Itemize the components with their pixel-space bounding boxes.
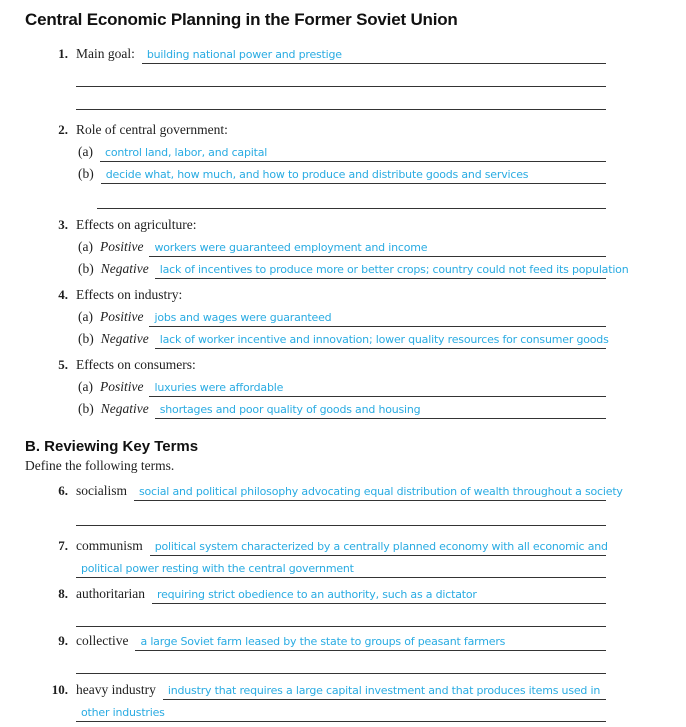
question-1-answer-text: building national power and prestige bbox=[146, 48, 342, 62]
question-3b-row bbox=[78, 257, 629, 279]
question-2-number: 2. bbox=[58, 122, 68, 137]
question-5b-word: Negative bbox=[100, 401, 149, 416]
question-4a-row bbox=[78, 305, 606, 327]
question-3b-word: Negative bbox=[100, 261, 149, 276]
question-9-row bbox=[25, 629, 606, 651]
question-4-label: Effects on industry: bbox=[76, 287, 183, 302]
question-10-answer-text-1: industry that requires a large capital investment and that produces items used in bbox=[167, 684, 601, 698]
question-4b-word: Negative bbox=[100, 331, 149, 346]
question-8-answer-line bbox=[152, 584, 606, 604]
question-9-number: 9. bbox=[58, 633, 68, 648]
question-5b-answer-line bbox=[155, 399, 606, 419]
question-3b-answer-line bbox=[155, 259, 629, 279]
question-2a-row bbox=[78, 140, 606, 162]
question-3a-row bbox=[78, 235, 606, 257]
page-title: Central Economic Planning in the Former Soviet Union bbox=[25, 10, 458, 29]
question-4a-answer-text: jobs and wages were guaranteed bbox=[154, 311, 332, 325]
question-4a-answer-line bbox=[149, 307, 606, 327]
question-2-label: Role of central government: bbox=[76, 122, 228, 137]
question-5a-answer-text: luxuries were affordable bbox=[154, 381, 284, 395]
question-7-row bbox=[25, 534, 606, 556]
question-2-row bbox=[25, 122, 606, 140]
section-b-intro: Define the following terms. bbox=[25, 458, 175, 473]
question-3-row bbox=[25, 217, 606, 235]
question-4b-row bbox=[78, 327, 609, 349]
question-3b-answer-text: lack of incentives to produce more or better crops; country could not feed its population bbox=[159, 263, 629, 277]
blank-answer-line bbox=[76, 604, 606, 627]
question-1-row bbox=[25, 42, 606, 64]
question-5b-row bbox=[78, 397, 606, 419]
question-5b-tag: (b) bbox=[78, 401, 94, 416]
question-3a-word: Positive bbox=[99, 239, 144, 254]
question-6-answer-text: social and political philosophy advocating equal distribution of wealth throughout a society bbox=[139, 485, 623, 499]
question-2b-row bbox=[78, 162, 606, 184]
blank-answer-line bbox=[76, 64, 606, 87]
question-5a-answer-line bbox=[149, 377, 606, 397]
question-3-number: 3. bbox=[58, 217, 68, 232]
question-4-row bbox=[25, 287, 606, 305]
question-8-row bbox=[25, 582, 606, 604]
question-7-answer-text-2: political power resting with the central government bbox=[81, 562, 354, 576]
question-3a-answer-text: workers were guaranteed employment and income bbox=[154, 241, 428, 255]
section-b-heading: B. Reviewing Key Terms bbox=[25, 438, 199, 455]
question-3a-tag: (a) bbox=[78, 239, 93, 254]
question-5a-word: Positive bbox=[99, 379, 144, 394]
question-9-answer-line bbox=[135, 631, 606, 651]
question-10-continuation-row bbox=[76, 700, 606, 722]
question-3a-answer-line bbox=[149, 237, 606, 257]
question-2a-answer-line bbox=[100, 142, 606, 162]
question-1-answer-line bbox=[142, 44, 606, 64]
question-5b-answer-text: shortages and poor quality of goods and housing bbox=[159, 403, 421, 417]
question-10-number: 10. bbox=[51, 682, 68, 697]
question-7-answer-line-1 bbox=[150, 536, 606, 556]
question-10-row bbox=[25, 678, 606, 700]
question-3b-tag: (b) bbox=[78, 261, 94, 276]
question-10-answer-text-2: other industries bbox=[81, 706, 165, 720]
question-2a-answer-text: control land, labor, and capital bbox=[104, 146, 268, 160]
question-4a-word: Positive bbox=[99, 309, 144, 324]
question-2b-answer-line bbox=[101, 164, 606, 184]
question-4b-answer-text: lack of worker incentive and innovation; lower quality resources for consumer goods bbox=[159, 333, 609, 347]
question-4a-tag: (a) bbox=[78, 309, 93, 324]
question-4-number: 4. bbox=[58, 287, 68, 302]
question-1-number: 1. bbox=[58, 46, 68, 61]
question-10-label: heavy industry bbox=[76, 682, 156, 697]
question-7-answer-line-2 bbox=[76, 558, 606, 578]
question-7-continuation-row bbox=[76, 556, 606, 578]
blank-answer-line bbox=[97, 184, 606, 209]
question-9-label: collective bbox=[76, 633, 129, 648]
question-10-answer-line-2 bbox=[76, 702, 606, 722]
question-5a-row bbox=[78, 375, 606, 397]
question-8-number: 8. bbox=[58, 586, 68, 601]
question-4b-answer-line bbox=[155, 329, 609, 349]
question-4b-tag: (b) bbox=[78, 331, 94, 346]
question-5-number: 5. bbox=[58, 357, 68, 372]
question-5-label: Effects on consumers: bbox=[76, 357, 196, 372]
question-5-row bbox=[25, 357, 606, 375]
question-3-label: Effects on agriculture: bbox=[76, 217, 197, 232]
question-8-answer-text: requiring strict obedience to an authority, such as a dictator bbox=[156, 588, 477, 602]
question-5a-tag: (a) bbox=[78, 379, 93, 394]
question-7-answer-text-1: political system characterized by a centrally planned economy with all economic and bbox=[154, 540, 608, 554]
question-6-row bbox=[25, 479, 623, 501]
blank-answer-line bbox=[76, 651, 606, 674]
question-2b-answer-text: decide what, how much, and how to produce and distribute goods and services bbox=[105, 168, 529, 182]
question-10-answer-line-1 bbox=[163, 680, 606, 700]
blank-answer-line bbox=[76, 501, 606, 526]
question-1-label: Main goal: bbox=[76, 46, 135, 61]
question-2b-tag: (b) bbox=[78, 166, 94, 181]
question-7-label: communism bbox=[76, 538, 143, 553]
question-2a-tag: (a) bbox=[78, 144, 93, 159]
question-7-number: 7. bbox=[58, 538, 68, 553]
blank-answer-line bbox=[76, 87, 606, 110]
question-6-answer-line bbox=[134, 481, 623, 501]
question-8-label: authoritarian bbox=[76, 586, 145, 601]
question-6-number: 6. bbox=[58, 483, 68, 498]
question-6-label: socialism bbox=[76, 483, 127, 498]
question-9-answer-text: a large Soviet farm leased by the state to groups of peasant farmers bbox=[140, 635, 506, 649]
